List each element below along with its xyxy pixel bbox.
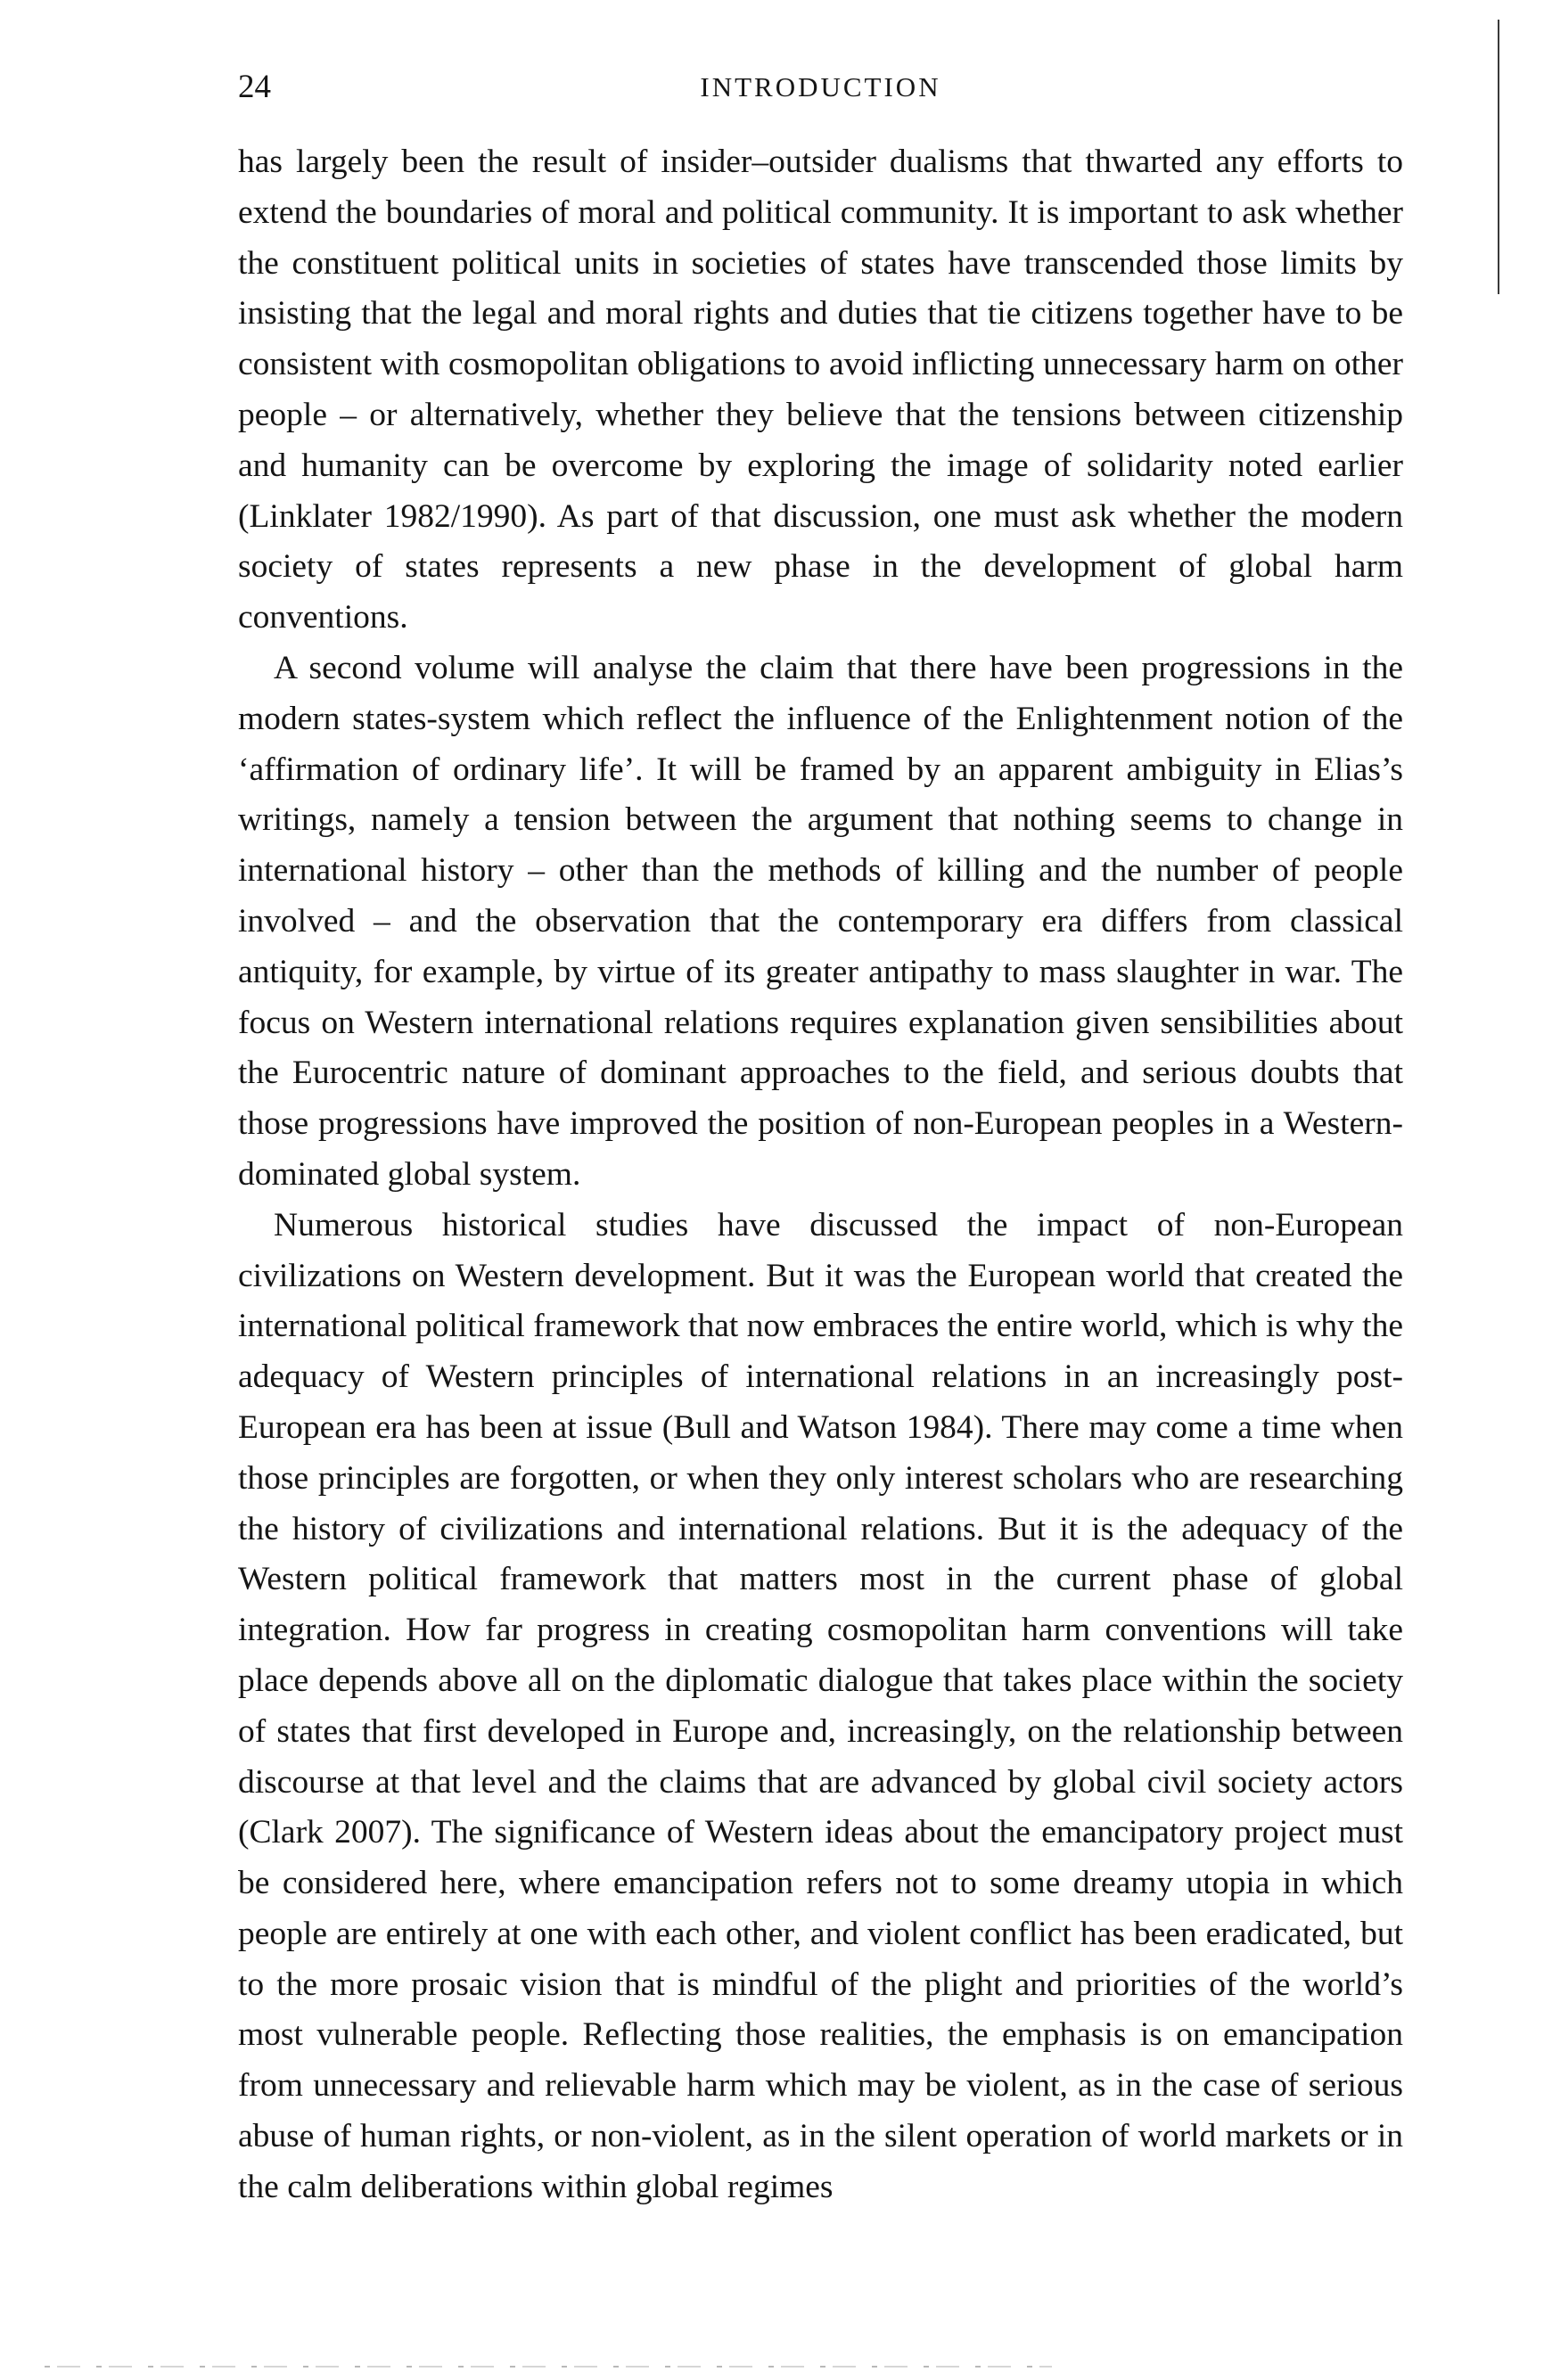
scan-margin-line bbox=[1498, 20, 1499, 294]
page-header bbox=[238, 61, 1403, 114]
running-head: INTRODUCTION bbox=[700, 71, 941, 103]
paragraph-historical-studies: Numerous historical studies have discussed the impact of non-European civilizations on Western development. But it was the European world that created the international political framework that now embraces the entire world, which is why the adequacy of Western principles of international relations in an increasingly post-European era has been at issue (Bull and Watson 1984). There may come a time when those principles are forgotten, or when they only interest scholars who are researching the history of civilizations and international relations. But it is the adequacy of the Western political framework that matters most in the current phase of global integration. How far progress in creating cosmopolitan harm conventions will take place depends above all on the diplomatic dialogue that takes place within the society of states that first developed in Europe and, increasingly, on the relationship between discourse at that level and the claims that are advanced by global civil society actors (Clark 2007). The significance of Western ideas about the emancipatory project must be considered here, where emancipation refers not to some dreamy utopia in which people are entirely at one with each other, and violent conflict has been eradicated, but to the more prosaic vision that is mindful of the plight and priorities of the world’s most vulnerable people. Reflecting those realities, the emphasis is on emancipation from unnecessary and relievable harm which may be violent, as in the case of serious abuse of human rights, or non-violent, as in the silent operation of world markets or in the calm deliberations within global regimes bbox=[238, 1206, 1403, 2205]
page-number: 24 bbox=[238, 69, 271, 105]
scan-noise-line bbox=[45, 2366, 1052, 2368]
paragraph-second-volume: A second volume will analyse the claim that there have been progressions in the modern states-system which reflect the influence of the Enlightenment notion of the ‘affirmation of ordinary life’. It will be framed by an apparent ambiguity in Elias’s writings, namely a tension between the argument that nothing seems to change in international history – other than the methods of killing and the number of people involved – and the observation that the contemporary era differs from classical antiquity, for example, by virtue of its greater antipathy to mass slaughter in war. The focus on Western international relations requires explanation given sensibilities about the Eurocentric nature of dominant approaches to the field, and serious doubts that those progressions have improved the position of non-European peoples in a Western-dominated global system. bbox=[238, 649, 1403, 1193]
body-text bbox=[238, 137, 1403, 2213]
paragraph-continued: has largely been the result of insider–outsider dualisms that thwarted any efforts to extend the boundaries of moral and political community. It is important to ask whether the constituent political units in societies of states have transcended those limits by insisting that the legal and moral rights and duties that tie citizens together have to be consistent with cosmopolitan obligations to avoid inflicting unnecessary harm on other people – or alternatively, whether they believe that the tensions between citizenship and humanity can be overcome by exploring the image of solidarity noted earlier (Linklater 1982/1990). As part of that discussion, one must ask whether the modern society of states represents a new phase in the development of global harm conventions. bbox=[238, 144, 1403, 636]
